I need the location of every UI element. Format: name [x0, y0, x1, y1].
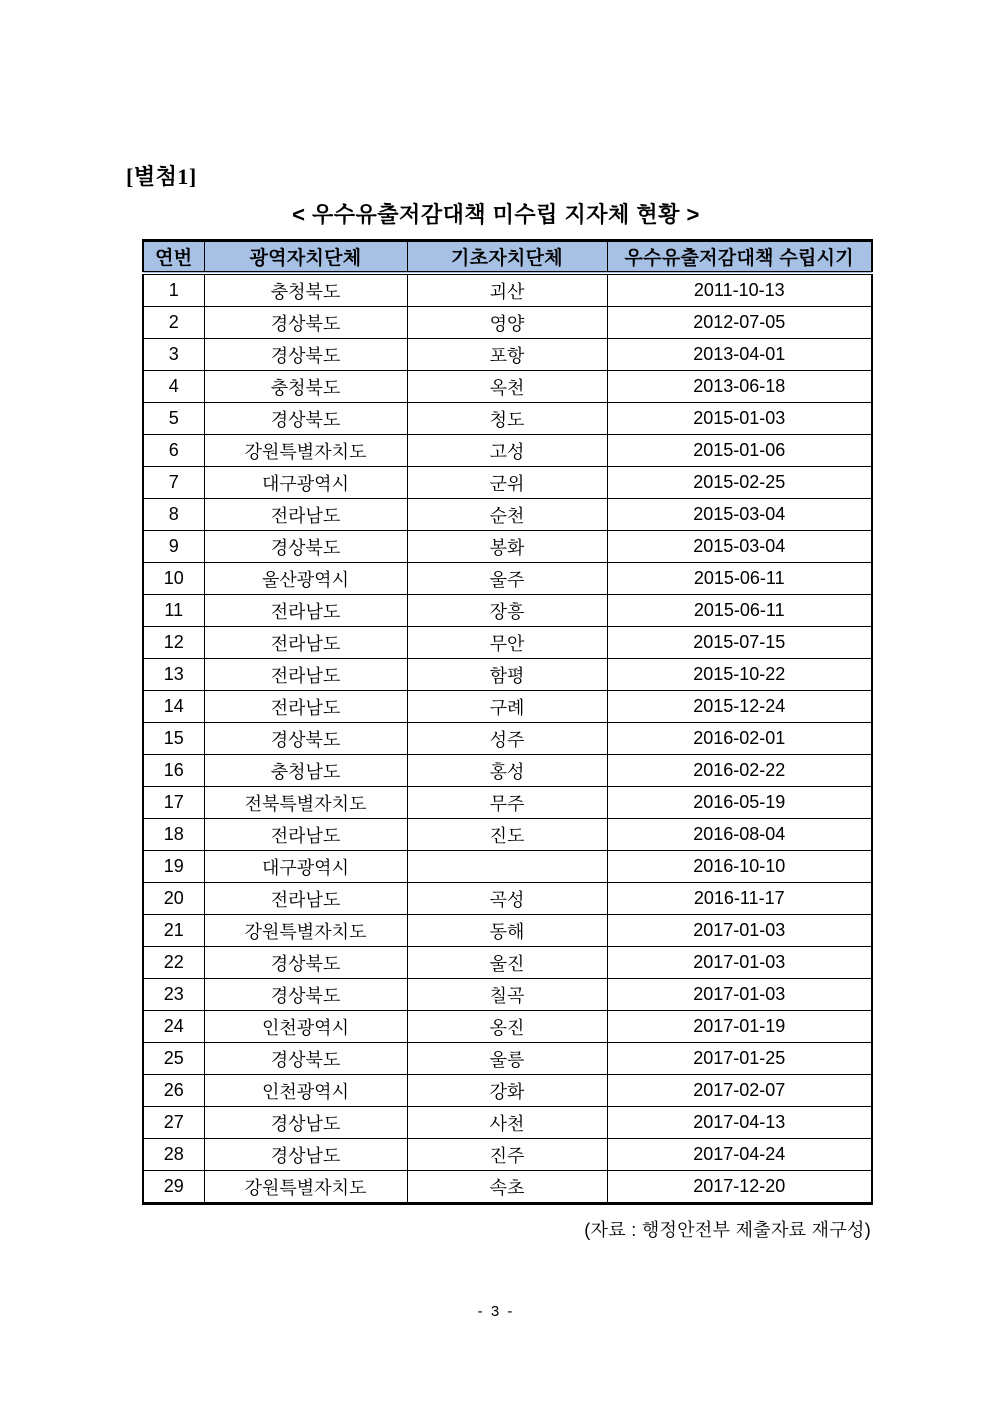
table-cell: 29 — [143, 1171, 204, 1204]
table-cell: 전라남도 — [204, 691, 407, 723]
table-row — [143, 755, 872, 787]
table-cell: 전라남도 — [204, 819, 407, 851]
table-row — [143, 531, 872, 563]
table-cell: 경상북도 — [204, 403, 407, 435]
table-cell: 2016-11-17 — [607, 883, 872, 915]
table-row — [143, 883, 872, 915]
table-cell: 경상북도 — [204, 531, 407, 563]
table-cell: 칠곡 — [407, 979, 607, 1011]
table-cell: 경상남도 — [204, 1139, 407, 1171]
table-cell: 경상북도 — [204, 947, 407, 979]
table-cell: 8 — [143, 499, 204, 531]
table-cell: 충청북도 — [204, 273, 407, 307]
table-cell: 26 — [143, 1075, 204, 1107]
table-row — [143, 979, 872, 1011]
table-cell: 2015-01-03 — [607, 403, 872, 435]
table-cell: 옹진 — [407, 1011, 607, 1043]
table-row — [143, 435, 872, 467]
table-cell: 인천광역시 — [204, 1011, 407, 1043]
table-cell: 2017-01-25 — [607, 1043, 872, 1075]
table-cell: 2013-04-01 — [607, 339, 872, 371]
table-cell: 함평 — [407, 659, 607, 691]
column-header: 기초자치단체 — [407, 241, 607, 274]
table-cell: 충청남도 — [204, 755, 407, 787]
table-cell: 진주 — [407, 1139, 607, 1171]
table-cell: 순천 — [407, 499, 607, 531]
table-cell: 전라남도 — [204, 595, 407, 627]
table-cell: 19 — [143, 851, 204, 883]
table-cell: 군위 — [407, 467, 607, 499]
table-cell: 28 — [143, 1139, 204, 1171]
table-cell: 6 — [143, 435, 204, 467]
table-cell: 청도 — [407, 403, 607, 435]
table-cell: 경상남도 — [204, 1107, 407, 1139]
table-cell: 2017-04-24 — [607, 1139, 872, 1171]
table-cell: 충청북도 — [204, 371, 407, 403]
table-cell: 구례 — [407, 691, 607, 723]
table-cell: 괴산 — [407, 273, 607, 307]
table-cell: 울산광역시 — [204, 563, 407, 595]
table-cell: 2015-03-04 — [607, 531, 872, 563]
table-cell: 20 — [143, 883, 204, 915]
table-cell: 홍성 — [407, 755, 607, 787]
table-row — [143, 691, 872, 723]
table-cell: 울진 — [407, 947, 607, 979]
table-cell: 12 — [143, 627, 204, 659]
table-cell: 무주 — [407, 787, 607, 819]
table-row — [143, 787, 872, 819]
table-row — [143, 1043, 872, 1075]
table-cell: 5 — [143, 403, 204, 435]
table-cell: 3 — [143, 339, 204, 371]
table-cell: 2016-02-22 — [607, 755, 872, 787]
table-cell: 장흥 — [407, 595, 607, 627]
table-row — [143, 307, 872, 339]
table-cell: 17 — [143, 787, 204, 819]
table-cell: 2 — [143, 307, 204, 339]
table-cell: 7 — [143, 467, 204, 499]
page-title: < 우수유출저감대책 미수립 지자체 현황 > — [292, 202, 700, 227]
table-row — [143, 273, 872, 307]
table-cell: 25 — [143, 1043, 204, 1075]
table-cell: 16 — [143, 755, 204, 787]
table-cell: 11 — [143, 595, 204, 627]
column-header: 우수유출저감대책 수립시기 — [607, 241, 872, 274]
table-cell: 진도 — [407, 819, 607, 851]
table-cell: 전라남도 — [204, 883, 407, 915]
source-note: (자료 : 행정안전부 제출자료 재구성) — [584, 1220, 871, 1240]
table-container — [142, 239, 871, 1205]
table-cell: 2015-12-24 — [607, 691, 872, 723]
status-table — [142, 239, 873, 1205]
table-cell: 21 — [143, 915, 204, 947]
table-cell: 경상북도 — [204, 1043, 407, 1075]
table-row — [143, 339, 872, 371]
table-cell: 22 — [143, 947, 204, 979]
table-cell: 강원특별자치도 — [204, 915, 407, 947]
table-cell: 2016-05-19 — [607, 787, 872, 819]
table-cell: 전라남도 — [204, 499, 407, 531]
table-cell: 10 — [143, 563, 204, 595]
table-row — [143, 851, 872, 883]
table-row — [143, 723, 872, 755]
column-header: 연번 — [143, 241, 204, 274]
table-cell: 고성 — [407, 435, 607, 467]
table-cell: 2015-02-25 — [607, 467, 872, 499]
table-cell: 영양 — [407, 307, 607, 339]
table-cell: 옥천 — [407, 371, 607, 403]
table-cell: 27 — [143, 1107, 204, 1139]
table-cell: 대구광역시 — [204, 851, 407, 883]
table-row — [143, 819, 872, 851]
table-cell: 울릉 — [407, 1043, 607, 1075]
table-cell: 경상북도 — [204, 723, 407, 755]
table-row — [143, 1171, 872, 1204]
table-cell: 경상북도 — [204, 307, 407, 339]
attachment-label: [별첨1] — [126, 164, 197, 189]
table-cell: 2015-06-11 — [607, 595, 872, 627]
table-cell: 봉화 — [407, 531, 607, 563]
table-cell: 4 — [143, 371, 204, 403]
table-cell: 2017-01-03 — [607, 915, 872, 947]
table-cell: 9 — [143, 531, 204, 563]
table-cell: 2017-02-07 — [607, 1075, 872, 1107]
table-cell: 2013-06-18 — [607, 371, 872, 403]
table-cell: 전라남도 — [204, 627, 407, 659]
table-row — [143, 371, 872, 403]
table-row — [143, 659, 872, 691]
table-cell: 동해 — [407, 915, 607, 947]
table-cell: 2016-08-04 — [607, 819, 872, 851]
column-header: 광역자치단체 — [204, 241, 407, 274]
table-cell — [407, 851, 607, 883]
table-cell: 14 — [143, 691, 204, 723]
table-row — [143, 1107, 872, 1139]
table-row — [143, 595, 872, 627]
table-cell: 인천광역시 — [204, 1075, 407, 1107]
table-cell: 2015-07-15 — [607, 627, 872, 659]
table-header-row — [143, 241, 872, 274]
table-cell: 2015-10-22 — [607, 659, 872, 691]
table-cell: 2017-04-13 — [607, 1107, 872, 1139]
table-cell: 성주 — [407, 723, 607, 755]
table-cell: 2015-01-06 — [607, 435, 872, 467]
table-cell: 전라남도 — [204, 659, 407, 691]
table-cell: 13 — [143, 659, 204, 691]
table-cell: 24 — [143, 1011, 204, 1043]
table-cell: 무안 — [407, 627, 607, 659]
table-cell: 대구광역시 — [204, 467, 407, 499]
table-cell: 2016-10-10 — [607, 851, 872, 883]
table-row — [143, 915, 872, 947]
table-cell: 18 — [143, 819, 204, 851]
table-cell: 2017-01-03 — [607, 979, 872, 1011]
table-cell: 2017-01-03 — [607, 947, 872, 979]
table-cell: 15 — [143, 723, 204, 755]
table-row — [143, 403, 872, 435]
table-cell: 강원특별자치도 — [204, 435, 407, 467]
table-cell: 속초 — [407, 1171, 607, 1204]
table-row — [143, 1075, 872, 1107]
table-cell: 23 — [143, 979, 204, 1011]
table-cell: 사천 — [407, 1107, 607, 1139]
table-cell: 포항 — [407, 339, 607, 371]
table-cell: 2017-12-20 — [607, 1171, 872, 1204]
table-row — [143, 627, 872, 659]
table-cell: 1 — [143, 273, 204, 307]
table-cell: 2015-06-11 — [607, 563, 872, 595]
page-number: - 3 - — [477, 1303, 515, 1320]
table-row — [143, 947, 872, 979]
table-row — [143, 467, 872, 499]
table-row — [143, 499, 872, 531]
table-cell: 2017-01-19 — [607, 1011, 872, 1043]
table-cell: 곡성 — [407, 883, 607, 915]
table-row — [143, 1011, 872, 1043]
table-cell: 강원특별자치도 — [204, 1171, 407, 1204]
table-cell: 2016-02-01 — [607, 723, 872, 755]
table-cell: 2011-10-13 — [607, 273, 872, 307]
table-row — [143, 563, 872, 595]
table-cell: 전북특별자치도 — [204, 787, 407, 819]
table-cell: 경상북도 — [204, 979, 407, 1011]
table-cell: 울주 — [407, 563, 607, 595]
table-cell: 2012-07-05 — [607, 307, 872, 339]
table-cell: 2015-03-04 — [607, 499, 872, 531]
table-cell: 강화 — [407, 1075, 607, 1107]
table-row — [143, 1139, 872, 1171]
table-cell: 경상북도 — [204, 339, 407, 371]
